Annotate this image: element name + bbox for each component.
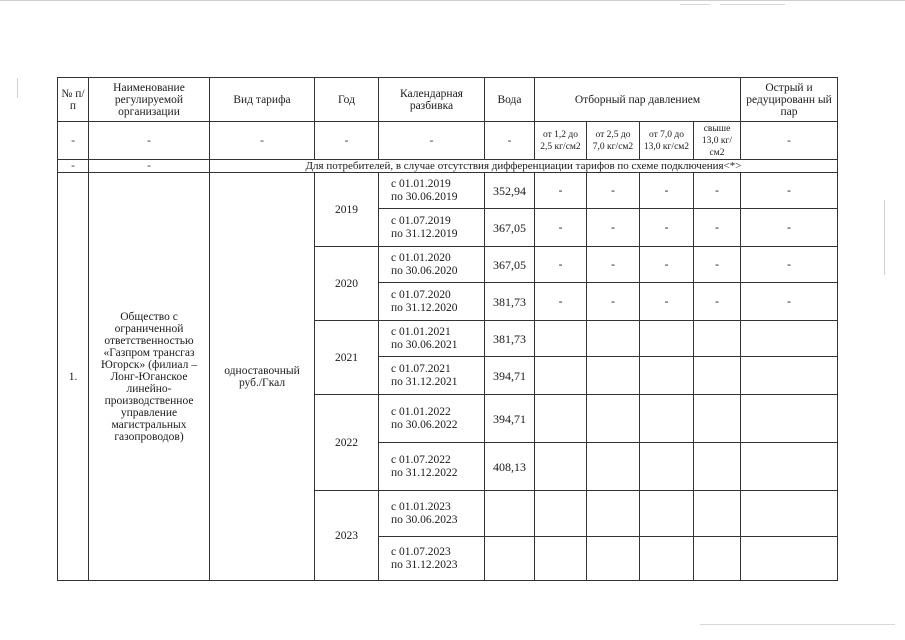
year-cell: 2019	[315, 173, 379, 247]
header-org: Наименование регулируемой организации	[89, 78, 210, 122]
period-cell: с 01.01.2021 по 30.06.2021	[379, 321, 485, 357]
empty-cell	[741, 321, 838, 357]
subheader-dash: -	[315, 122, 379, 160]
tariff-dash: -	[587, 283, 640, 321]
empty-cell	[587, 321, 640, 357]
tariff-dash: -	[587, 247, 640, 283]
period-cell: с 01.07.2020 по 31.12.2020	[379, 283, 485, 321]
empty-cell	[640, 357, 694, 395]
tariff-dash: -	[587, 209, 640, 247]
empty-cell	[694, 357, 741, 395]
pressure-3: от 7,0 до 13,0 кг/см2	[640, 122, 694, 160]
period-cell: с 01.01.2019 по 30.06.2019	[379, 173, 485, 209]
period-cell: с 01.01.2020 по 30.06.2020	[379, 247, 485, 283]
empty-cell	[535, 357, 587, 395]
empty-cell	[694, 537, 741, 581]
section-row	[58, 160, 838, 173]
empty-cell	[741, 443, 838, 491]
tariff-dash: -	[640, 209, 694, 247]
water-value: 381,73	[485, 283, 535, 321]
table-row	[58, 173, 838, 209]
water-value: 408,13	[485, 443, 535, 491]
tariff-dash: -	[741, 173, 838, 209]
header-water: Вода	[485, 78, 535, 122]
tariff-dash: -	[694, 173, 741, 209]
header-sharp-steam: Острый и редуцированн ый пар	[741, 78, 838, 122]
tariff-dash: -	[535, 173, 587, 209]
tariff-dash: -	[640, 247, 694, 283]
row-number: 1.	[58, 173, 89, 581]
year-cell: 2021	[315, 321, 379, 395]
scan-mark	[680, 4, 710, 5]
subheader-dash: -	[210, 122, 315, 160]
empty-cell	[587, 357, 640, 395]
period-cell: с 01.01.2023 по 30.06.2023	[379, 491, 485, 537]
year-cell: 2023	[315, 491, 379, 581]
subheader-dash: -	[741, 122, 838, 160]
water-value: 394,71	[485, 357, 535, 395]
water-value: 352,94	[485, 173, 535, 209]
empty-cell	[694, 491, 741, 537]
period-cell: с 01.01.2022 по 30.06.2022	[379, 395, 485, 443]
empty-cell	[640, 491, 694, 537]
tariff-type: одноставочный руб./Гкал	[210, 173, 315, 581]
header-num: № п/п	[58, 78, 89, 122]
empty-cell	[640, 537, 694, 581]
scan-edge-top	[0, 0, 905, 1]
empty-cell	[535, 321, 587, 357]
header-steam: Отборный пар давлением	[535, 78, 741, 122]
water-value: 367,05	[485, 247, 535, 283]
tariff-dash: -	[587, 173, 640, 209]
scan-mark	[884, 200, 885, 275]
empty-cell	[535, 395, 587, 443]
water-value	[485, 537, 535, 581]
tariff-dash: -	[741, 283, 838, 321]
empty-cell	[741, 491, 838, 537]
tariff-dash: -	[694, 247, 741, 283]
tariff-dash: -	[535, 247, 587, 283]
empty-cell	[741, 395, 838, 443]
tariff-dash: -	[640, 173, 694, 209]
empty-cell	[640, 443, 694, 491]
section-dash: -	[58, 160, 89, 173]
year-cell: 2020	[315, 247, 379, 321]
pressure-2: от 2,5 до 7,0 кг/см2	[587, 122, 640, 160]
period-cell: с 01.07.2022 по 31.12.2022	[379, 443, 485, 491]
water-value: 394,71	[485, 395, 535, 443]
empty-cell	[535, 537, 587, 581]
period-cell: с 01.07.2019 по 31.12.2019	[379, 209, 485, 247]
pressure-4: свыше 13,0 кг/см2	[694, 122, 741, 160]
header-calendar: Календарная разбивка	[379, 78, 485, 122]
subheader-dash: -	[485, 122, 535, 160]
section-title: Для потребителей, в случае отсутствия дифференциации тарифов по схеме подключения<*>	[210, 160, 838, 173]
header-row	[58, 78, 838, 122]
empty-cell	[535, 491, 587, 537]
year-cell: 2022	[315, 395, 379, 491]
tariff-dash: -	[640, 283, 694, 321]
tariff-dash: -	[694, 209, 741, 247]
period-cell: с 01.07.2023 по 31.12.2023	[379, 537, 485, 581]
empty-cell	[640, 321, 694, 357]
tariff-dash: -	[535, 209, 587, 247]
empty-cell	[587, 491, 640, 537]
empty-cell	[535, 443, 587, 491]
tariff-dash: -	[741, 209, 838, 247]
empty-cell	[741, 537, 838, 581]
empty-cell	[587, 537, 640, 581]
tariff-dash: -	[535, 283, 587, 321]
empty-cell	[694, 395, 741, 443]
empty-cell	[587, 443, 640, 491]
tariff-table	[57, 77, 838, 581]
water-value	[485, 491, 535, 537]
water-value: 367,05	[485, 209, 535, 247]
section-dash: -	[89, 160, 210, 173]
scan-mark	[700, 624, 895, 625]
subheader-dash: -	[89, 122, 210, 160]
water-value: 381,73	[485, 321, 535, 357]
period-cell: с 01.07.2021 по 31.12.2021	[379, 357, 485, 395]
empty-cell	[694, 443, 741, 491]
organization-name: Общество с ограниченной ответственностью «Газпром трансгаз Югорск» (филиал – Лонг-Юганское линейно-производственное управление магистральных газопроводов)	[89, 173, 210, 581]
subheader-dash: -	[379, 122, 485, 160]
header-tariff-type: Вид тарифа	[210, 78, 315, 122]
scan-mark	[17, 78, 18, 98]
subheader-dash: -	[58, 122, 89, 160]
pressure-1: от 1,2 до 2,5 кг/см2	[535, 122, 587, 160]
empty-cell	[640, 395, 694, 443]
tariff-dash: -	[741, 247, 838, 283]
tariff-dash: -	[694, 283, 741, 321]
empty-cell	[741, 357, 838, 395]
scan-mark	[720, 4, 785, 5]
empty-cell	[587, 395, 640, 443]
header-year: Год	[315, 78, 379, 122]
subheader-row	[58, 122, 838, 160]
empty-cell	[694, 321, 741, 357]
